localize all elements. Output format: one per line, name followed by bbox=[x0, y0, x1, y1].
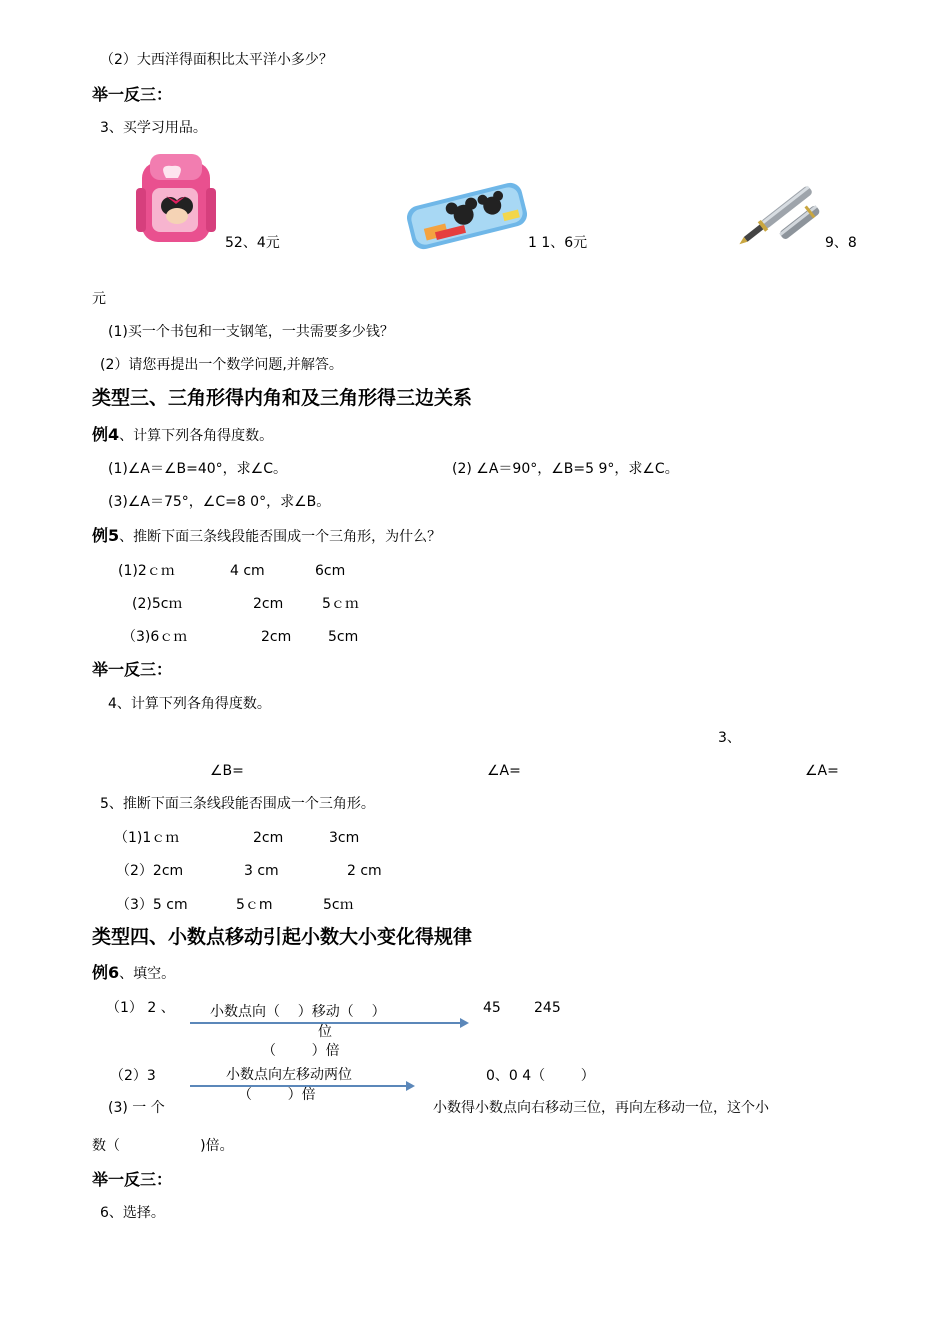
example-6-part-1-arrow-head bbox=[460, 1018, 469, 1028]
question-6: 6、选择。 bbox=[100, 1205, 165, 1221]
heading-practice-1: 举一反三： bbox=[92, 85, 173, 104]
question-5-row-2-c: 2 cm bbox=[347, 863, 382, 879]
pencil-case-image bbox=[402, 178, 532, 254]
question-5-row-1-b: 2cm bbox=[253, 830, 284, 846]
example-6-part-1-wei: 位 bbox=[318, 1024, 332, 1040]
example-5 bbox=[92, 528, 441, 544]
example-6-label: 例6 bbox=[92, 963, 120, 982]
example-6-part-2-times: （ ）倍 bbox=[238, 1087, 316, 1103]
example-6 bbox=[92, 965, 175, 981]
question-5-row-1-a: （1)1ｃｍ bbox=[114, 830, 180, 846]
question-4-angle-a-2: ∠A= bbox=[805, 763, 839, 779]
example-5-row-3-b: 2cm bbox=[261, 629, 292, 645]
example-6-text: 、填空。 bbox=[119, 966, 176, 982]
example-6-part-3-start: (3) 一 个 bbox=[108, 1100, 165, 1116]
question-3: 3、买学习用品。 bbox=[100, 120, 207, 136]
example-4-part-3: (3)∠A＝75°，∠C=8 0°，求∠B。 bbox=[108, 494, 331, 510]
section-type-4-heading: 类型四、小数点移动引起小数大小变化得规律 bbox=[92, 926, 473, 948]
example-5-row-1-b: 4 cm bbox=[230, 563, 265, 579]
example-4-label: 例4 bbox=[92, 425, 120, 444]
question-2-atlantic: （2）大西洋得面积比太平洋小多少？ bbox=[100, 52, 333, 68]
example-6-part-3-text: 小数得小数点向右移动三位，再向左移动一位，这个小 bbox=[433, 1100, 769, 1116]
example-5-row-2-b: 2cm bbox=[253, 596, 284, 612]
question-4: 4、计算下列各角得度数。 bbox=[108, 696, 271, 712]
question-5: 5、推断下面三条线段能否围成一个三角形。 bbox=[100, 796, 375, 812]
question-3-1: (1)买一个书包和一支钢笔，一共需要多少钱？ bbox=[108, 324, 394, 340]
example-4-part-1: (1)∠A＝∠B=40°，求∠C。 bbox=[108, 461, 287, 477]
example-5-text: 、推断下面三条线段能否围成一个三角形，为什么？ bbox=[119, 529, 442, 545]
question-5-row-3-a: （3）5 cm bbox=[116, 897, 188, 913]
example-5-label: 例5 bbox=[92, 526, 120, 545]
question-5-row-2-b: 3 cm bbox=[244, 863, 279, 879]
example-5-row-1-c: 6cm bbox=[315, 563, 346, 579]
section-type-3-heading: 类型三、三角形得内角和及三角形得三边关系 bbox=[92, 387, 473, 409]
example-6-part-3-continuation: 数（ )倍。 bbox=[92, 1138, 234, 1154]
price-backpack: 52、4元 bbox=[225, 235, 280, 251]
question-5-row-3-b: 5ｃm bbox=[236, 897, 273, 913]
question-5-row-3-c: 5cｍ bbox=[323, 897, 354, 913]
question-5-row-1-c: 3cm bbox=[329, 830, 360, 846]
price-pen: 9、8 bbox=[825, 235, 857, 251]
question-3-2: (2）请您再提出一个数学问题,并解答。 bbox=[100, 357, 343, 373]
example-5-row-2-c: 5ｃｍ bbox=[322, 596, 359, 612]
price-pen-unit: 元 bbox=[92, 291, 106, 307]
question-4-number-3: 3、 bbox=[718, 730, 741, 746]
question-4-angle-a-1: ∠A= bbox=[487, 763, 521, 779]
price-pencil-case: 1 1、6元 bbox=[528, 235, 588, 251]
question-4-angle-b: ∠B= bbox=[210, 763, 244, 779]
example-6-part-1-times: （ ）倍 bbox=[262, 1043, 340, 1059]
example-6-part-2-result: 0、0 4（ ） bbox=[486, 1068, 595, 1084]
heading-practice-2: 举一反三： bbox=[92, 660, 173, 679]
example-6-part-2-arrow-head bbox=[406, 1081, 415, 1091]
example-5-row-2-a: (2)5cｍ bbox=[132, 596, 183, 612]
example-6-part-1-arrow-label: 小数点向（ ）移动（ ） bbox=[210, 1004, 386, 1020]
example-6-part-2-arrow-label: 小数点向左移动两位 bbox=[226, 1067, 352, 1083]
backpack-image bbox=[130, 148, 225, 248]
example-6-part-1-result-1: 45 bbox=[483, 1000, 501, 1016]
example-4 bbox=[92, 427, 273, 443]
example-4-part-2: (2) ∠A＝90°，∠B=5 9°，求∠C。 bbox=[452, 461, 679, 477]
question-5-row-2-a: （2）2cm bbox=[116, 863, 184, 879]
example-4-text: 、计算下列各角得度数。 bbox=[119, 428, 274, 444]
example-5-row-3-a: （3)6ｃｍ bbox=[122, 629, 188, 645]
example-5-row-1-a: (1)2ｃｍ bbox=[118, 563, 175, 579]
heading-practice-3: 举一反三： bbox=[92, 1170, 173, 1189]
example-6-part-2-start: （2）3 bbox=[110, 1068, 156, 1084]
example-6-part-1-result-2: 245 bbox=[534, 1000, 561, 1016]
example-6-part-1-start: （1） 2 、 bbox=[106, 1000, 175, 1016]
example-5-row-3-c: 5cm bbox=[328, 629, 359, 645]
fountain-pen-image bbox=[738, 174, 828, 254]
